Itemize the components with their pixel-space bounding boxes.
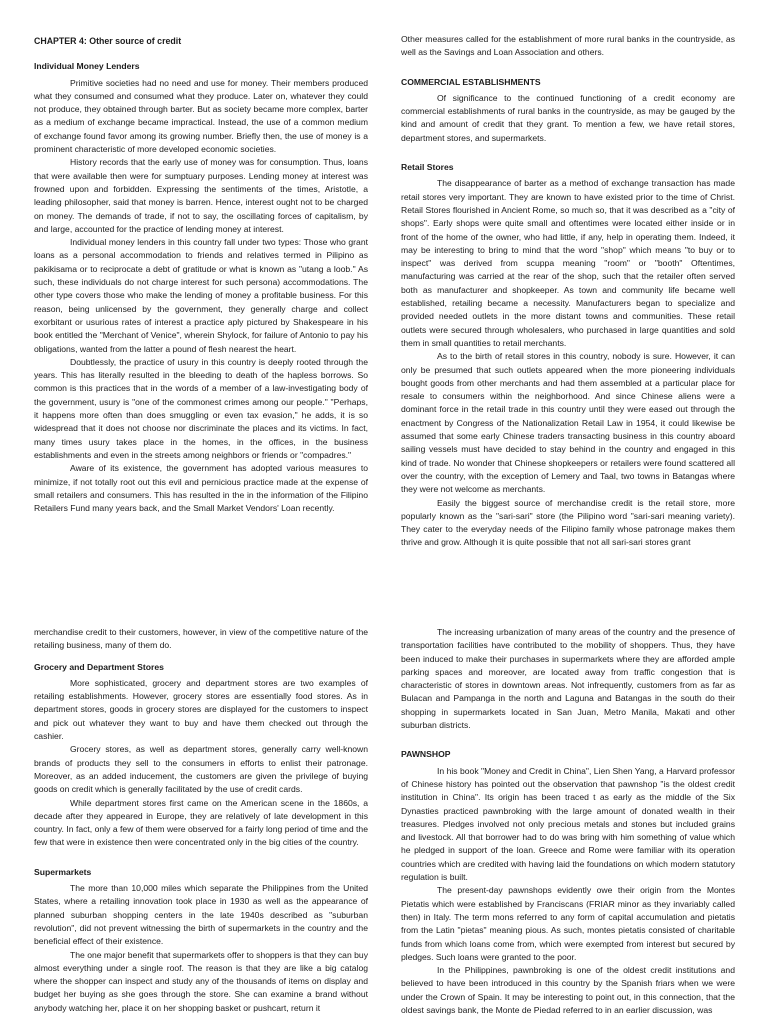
paragraph: History records that the early use of money was for consumption. Thus, loans that were available then were for sumptuary purposes. Lending money at interest was frowned upon and forbidden. Expressing the sentiments of the times, Aristotle, a leading philosopher, said that money is barren. Hence, interest ought not to be charged on money. The demands of trade, if not to say, the oscillating forces of capitalism, by and large, accounted for the practice of lending money at interest. bbox=[34, 157, 368, 234]
paragraph: Primitive societies had no need and use for money. Their members produced what they consumed and consumed what they produce. Later on, whatever they could not produce, they obtained through barter. But as society became more complex, barter as a medium of exchange became impractical. Instead, the use of a common medium of exchange found favor among its growing number. Briefly then, the use of money is a prominent characteristic of more developed economic societies. bbox=[34, 77, 368, 155]
paragraph: merchandise credit to their customers, however, in view of the competitive nature of the retailing business, many of them do. bbox=[34, 627, 368, 651]
paragraph: The disappearance of barter as a method of exchange transaction has made retail stores very important. They are known to have existed prior to the time of Christ. Retail Stores flourished in Ancient Rome, so much so, that it was described as a "city of shops". Early shops were quite small and oftentimes were located either inside or in front of the home of the owner, who had little, if any, help in operating them. Indeed, it may be interesting to bring to mind that the word "shop" which means "to buy or to inspect" was derived from scuppa meaning "room" or "booth" Oftentimes, manufacturing was carried at the rear of the shop, such that the retailer often served both as manufacturer and shopkeeper. As town and community life became well established, retailing became a necessity. Manufacturers began to specialize and provided needed outlets in the more distant towns and communities. These retail outlets were secured through wholesalers, who purchased in large quantities and sold them in small quantities to retail merchants. bbox=[401, 178, 735, 348]
section-heading-grocery: Grocery and Department Stores bbox=[34, 661, 164, 672]
paragraph: Of significance to the continued functioning of a credit economy are commercial establishments of rural banks in the countryside, as may be gauged by the kind and amount of credit that they grant. To mention a few, we have retail stores, department stores, and supermarkets. bbox=[401, 92, 735, 143]
chapter-title: CHAPTER 4: Other source of credit bbox=[34, 36, 182, 46]
paragraph: As to the birth of retail stores in this country, nobody is sure. However, it can only be presumed that such outlets appeared when the more pioneering individuals bought goods from other merchants and had them assembled at a particular place for resale to consumers within the neighborhood. And since Chinese aliens were a dominant force in the retail trade in this country until they were eased out through the enactment by Congress of the Nationalization Retail Law in 1954, it could likewise be assumed that some early Chinese traders transacting business in this country aboard sailing vessels must have decided to stay behind in the country and engaged in this kind of trade. No wonder that Chinese shopkeepers or retailers were found scattered all over the country, with the exception of Lemery and Taal, two towns in Batangas where they were not welcome as merchants. bbox=[401, 351, 735, 495]
section-heading-commercial: COMMERCIAL ESTABLISHMENTS bbox=[401, 76, 541, 87]
bottom-left-column bbox=[34, 626, 368, 1024]
paragraph: Aware of its existence, the government has adopted various measures to minimize, if not totally root out this evil and pernicious practice made at the expense of small retailers and consumers. This has resulted in the in the information of the Filipino Retailers Fund many years back, and the Small Market Vendors' Loan recently. bbox=[34, 463, 368, 514]
paragraph: Other measures called for the establishment of more rural banks in the countryside, as well as the Savings and Loan Association and others. bbox=[401, 34, 735, 58]
section-heading-retail: Retail Stores bbox=[401, 162, 454, 173]
top-left-column bbox=[34, 33, 368, 553]
section-heading-pawnshop: PAWNSHOP bbox=[401, 749, 451, 760]
paragraph: Individual money lenders in this country fall under two types: Those who grant loans as a personal accommodation to friends and relatives termed in Pilipino as pakikisama or to reciprocate a debt of gratitude or what is known as "utang a loob." As such, these individuals do not charge interest for such persona) accommodations. The other type covers those who make the lending of money a profitable business. For this reason, being unlicensed by the government, they generally charge and collect exorbitant or usurious rates of interest a practice aply pictured by Shakespeare in his book entitled the "Merchant of Venice", wherein Shylock, for failure of Antonio to pay his obligations, wanted from the latter a pound of flesh nearest the heart. bbox=[34, 237, 368, 354]
section-heading-money-lenders: Individual Money Lenders bbox=[34, 61, 140, 72]
section-heading-supermarkets: Supermarkets bbox=[34, 866, 92, 877]
paragraph: The more than 10,000 miles which separate the Philippines from the United States, where a retailing innovation took place in 1930 as well as the appearance of planned suburban shopping centers in the late 1940s described as "suburban revolution", did not prevent witnessing the birth of supermarkets in the country and the beneficial effect of their existence. bbox=[34, 883, 368, 947]
top-right-column bbox=[401, 33, 735, 561]
paragraph: In the Philippines, pawnbroking is one of the oldest credit institutions and believed to have been introduced in this country by the Spanish friars when we were under the Crown of Spain. It may be interesting to point out, in this connection, that the oldest savings bank, the Monte de Piedad referred to in an earlier discussion, was bbox=[401, 965, 735, 1016]
bottom-right-column bbox=[401, 626, 735, 1024]
paragraph: Doubtlessly, the practice of usury in this country is deeply rooted through the years. This has literally resulted in the bleeding to death of the hapless borrows. So common is this practices that in the words of a member of a law-investigating body of the government, usury is "one of the commonest crimes among our people." "Perhaps, it happens more often than does smuggling or even tax evasion," he adds, it is so widespread that it does not choose nor discriminate the places and its victims. In fact, many times usury takes place in the homes, in the offices, in the business establishments and even in the streets among neighbors or friends or "compadres." bbox=[34, 356, 368, 460]
paragraph: While department stores first came on the American scene in the 1860s, a decade after they appeared in Europe, they are relatively of late development in this country. In fact, only a few of them were observed for a fairly long period of time and the few that were in existence then were concentrated only in the big cities of the country. bbox=[34, 797, 368, 848]
paragraph: More sophisticated, grocery and department stores are two examples of retailing establishments. However, grocery stores are essentially food stores. As in department stores, goods in grocery stores are displayed for the customers to inspect and pick out whatever they want to buy and have them checked out through the cashier. bbox=[34, 677, 368, 742]
paragraph: The increasing urbanization of many areas of the country and the presence of transportation facilities have contributed to the mobility of shoppers. Thus, they have been induced to make their purchases in supermarkets where they are afforded ample parking spaces and moreover, are located away from traffic congestion that is characteristic of stores in downtown areas. Not infrequently, customers from as far as Bulacan and Pampanga in the north and Laguna and Batangas in the south do their shopping in supermarkets located in San Juan, Metro Manila, Makati and other suburban districts. bbox=[401, 627, 735, 731]
paragraph: The present-day pawnshops evidently owe their origin from the Montes Pietatis which were established by Franciscans (FRIAR minor as they invariably called then) in Italy. The term mons referred to any form of capital accumulation and pietatis from the Latin "pietas" meaning pious. As such, montes pietatis consisted of charitable funds from which loans come from, which were exempted from interest but secured by pledges. Such loans were granted to the poor. bbox=[401, 885, 735, 962]
paragraph: Easily the biggest source of merchandise credit is the retail store, more popularly known as the "sari-sari" store (the Pilipino word "sari-sari meaning variety). They cater to the everyday needs of the Filipino family whose patronage makes them thrive and grow. Although it is quite possible that not all sari-sari stores grant bbox=[401, 497, 735, 548]
paragraph: Grocery stores, as well as department stores, generally carry well-known brands of products they sell to the consumers in efforts to enlist their patronage. Moreover, as an added inducement, the customers are given the privilege of buying goods on credit which is generally facilitated by the use of credit cards. bbox=[34, 744, 368, 795]
paragraph: In his book "Money and Credit in China", Lien Shen Yang, a Harvard professor of Chinese history has pointed out the observation that pawnshop "is the oldest credit institution in China". Its origin has been traced t as early as the middle of the Six Dynasties practiced pawnbroking with the large amount of donated wealth in their treasures. Pledges involved not only precious metals and stones but included grains and livestock. All that borrower had to do was bring with him something of value which he pledged in support of the loan. Greece and Rome were familiar with its operation countries which are credited with having laid the foundations on which modern statutory regulation is built. bbox=[401, 765, 735, 883]
paragraph: The one major benefit that supermarkets offer to shoppers is that they can buy almost everything under a single roof. The reason is that they are like a big catalog where the shopper can inspect and study any of the thousands of items on display and budget her buying as she goes through the store. She can examine a brand without anybody watching her, place it on her shopping basket or pushcart, return it bbox=[34, 949, 368, 1013]
